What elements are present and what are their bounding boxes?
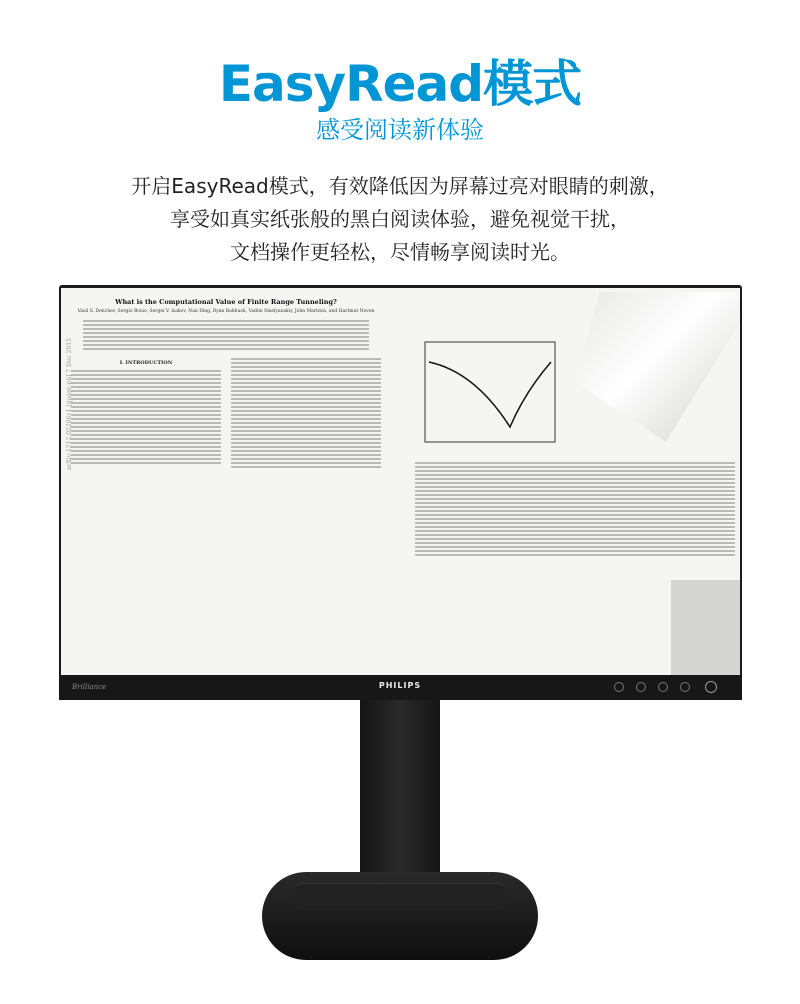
input-button[interactable] — [680, 682, 690, 692]
brand-logo: PHILIPS — [378, 681, 422, 690]
hero-subtitle: 感受阅读新体验 — [316, 116, 484, 144]
monitor-stand-neck — [360, 700, 440, 885]
paper-title: What is the Computational Value of Finite Range Tunneling? — [115, 298, 337, 306]
menu-button[interactable] — [614, 682, 624, 692]
power-button[interactable] — [705, 681, 717, 693]
monitor-stand-base-top — [290, 883, 510, 910]
paper-arxiv-label: arXiv:1512.02206v1 [quant-ph] 7 Dec 2015 — [66, 338, 73, 470]
down-button[interactable] — [636, 682, 646, 692]
description-line-1: 开启EasyRead模式，有效降低因为屏幕过亮对眼睛的刺激， — [131, 174, 669, 198]
hero-title: EasyRead模式 — [218, 55, 582, 113]
description-line-3: 文档操作更轻松，尽情畅享阅读时光。 — [230, 240, 570, 264]
model-label: Brilliance — [72, 683, 107, 691]
paper-figure-icon — [415, 332, 575, 452]
paper-authors: Vasil S. Denchev, Sergio Boixo, Sergei V. Isakov, Nan Ding, Ryan Babbush, Vadim Smelyanskiy, John Martinis, and Hartmut Neven — [77, 309, 375, 314]
paper-section-heading: I. INTRODUCTION — [119, 360, 173, 366]
paper-page-left — [63, 292, 389, 672]
up-button[interactable] — [658, 682, 668, 692]
description-line-2: 享受如真实纸张般的黑白阅读体验，避免视觉干扰， — [170, 207, 630, 231]
